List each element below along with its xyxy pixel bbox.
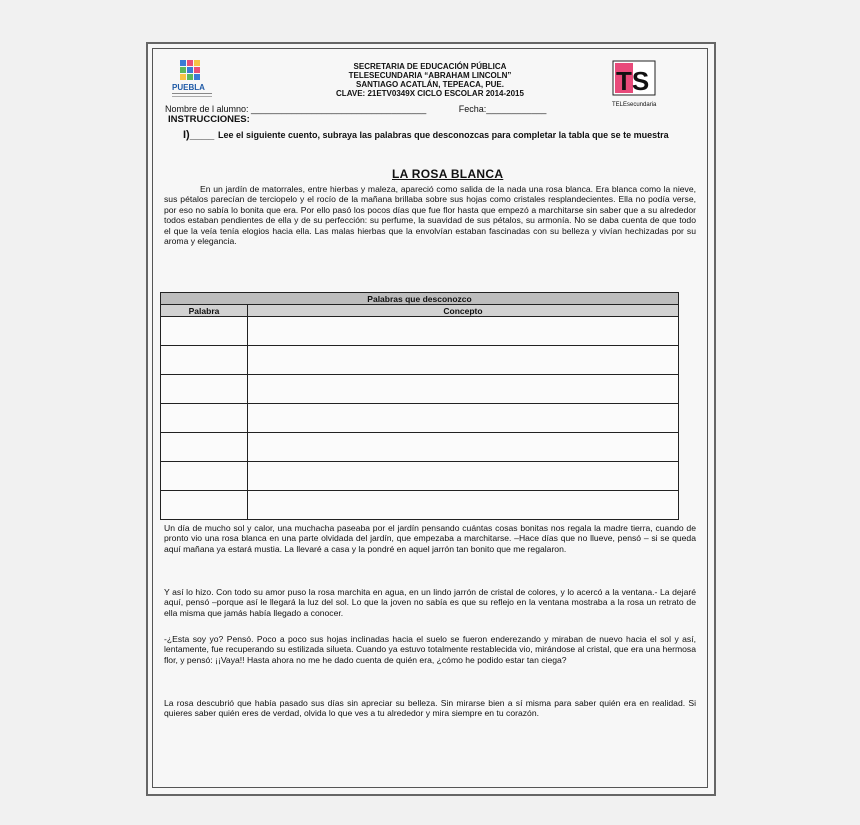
table-row — [161, 375, 679, 404]
table-row — [161, 433, 679, 462]
header-line-1: SECRETARIA DE EDUCACIÓN PÚBLICA — [353, 62, 507, 71]
word-cell[interactable] — [161, 404, 248, 433]
story-paragraph-5: La rosa descubrió que había pasado sus días sin apreciar su belleza. Sin mirarse bien a sí misma para saber quién era en realidad. Si quieres saber quién eres de verdad, olvida lo que ves a tu alrededor y mira siempre en tu corazón. — [164, 698, 696, 719]
task-number: I)____ — [183, 129, 215, 141]
date-label: Fecha:____________ — [458, 104, 547, 114]
column-header-word: Palabra — [161, 305, 248, 317]
story-paragraph-2: Un día de mucho sol y calor, una muchacha paseaba por el jardín pensando cuántas cosas bonitas nos regala la madre tierra, cuando de pronto vio una rosa blanca en una parte olvidada del jardín, que empezaba a marchitarse. –Hace días que no llueve, pensó – si se queda aquí mañana ya estará mustia. La llevaré a casa y la pondré en aquel jarrón tan bonito que me regalaron. — [164, 523, 696, 554]
svg-text:TS: TS — [616, 66, 650, 96]
story-paragraph-1: En un jardín de matorrales, entre hierbas y maleza, apareció como salida de la nada una rosa blanca. Era blanca como la nieve, sus pétalos parecían de terciopelo y el rocío de la mañana brillaba sobre sus hojas como cristales resplandecientes. Ella no podía verse, por eso no sabía lo bonita que era. Por ello pasó los pocos días que fue flor hasta que empezó a marchitarse sin saber que a su alrededor todos estaban pendientes de ella y de su perfección: su perfume, la suavidad de sus pétalos, su armonía. No se daba cuenta de que todo el que la veía tenía elogios hacia ella. Las malas hierbas que la envolvían estaban fascinadas con su belleza y vivían hechizadas por su aroma y elegancia. — [164, 184, 696, 247]
table-row — [161, 462, 679, 491]
word-cell[interactable] — [161, 346, 248, 375]
column-header-concept: Concepto — [248, 305, 679, 317]
table-caption: Palabras que desconozco — [161, 293, 679, 305]
header-line-4: CLAVE: 21ETV0349X CICLO ESCOLAR 2014-2015 — [336, 89, 524, 98]
concept-cell[interactable] — [248, 346, 679, 375]
story-title: LA ROSA BLANCA — [392, 167, 504, 181]
instructions-heading: INSTRUCCIONES: — [168, 114, 250, 125]
concept-cell[interactable] — [248, 462, 679, 491]
name-label: Nombre de l alumno: ___________________________________ — [165, 104, 427, 114]
header-line-2: TELESECUNDARIA “ABRAHAM LINCOLN” — [348, 71, 512, 80]
concept-cell[interactable] — [248, 491, 679, 520]
word-cell[interactable] — [161, 433, 248, 462]
story-paragraph-4: -¿Esta soy yo? Pensó. Poco a poco sus hojas inclinadas hacia el suelo se fueron enderezando y miraban de nuevo hacia el sol y así, lentamente, fue recuperando su estilizada silueta. Cuando ya estuvo totalmente restablecida vio, mirándose al cristal, que era una hermosa flor, y pensó: ¡¡Vaya!! Hasta ahora no me he dado cuenta de quién era, ¿cómo he podido estar tan ciega? — [164, 634, 696, 665]
vocabulary-table — [160, 292, 679, 520]
puebla-logo — [172, 60, 216, 100]
concept-cell[interactable] — [248, 317, 679, 346]
word-cell[interactable] — [161, 491, 248, 520]
word-cell[interactable] — [161, 375, 248, 404]
table-row — [161, 491, 679, 520]
word-cell[interactable] — [161, 317, 248, 346]
concept-cell[interactable] — [248, 433, 679, 462]
word-cell[interactable] — [161, 462, 248, 491]
telesecundaria-logo — [610, 60, 658, 108]
svg-text:PUEBLA: PUEBLA — [172, 83, 205, 92]
table-row — [161, 346, 679, 375]
table-row — [161, 404, 679, 433]
svg-text:TELEsecundaria: TELEsecundaria — [612, 102, 657, 108]
student-name-field[interactable] — [165, 104, 546, 114]
header-line-3: SANTIAGO ACATLÁN, TEPEACA, PUE. — [355, 80, 504, 89]
task-text: Lee el siguiente cuento, subraya las palabras que desconozcas para completar la tabla que se te muestra — [218, 130, 669, 140]
story-paragraph-3: Y así lo hizo. Con todo su amor puso la rosa marchita en agua, en un lindo jarrón de cristal de colores, y lo acercó a la ventana.- La dejaré aquí, pensó –porque así le llegará la luz del sol. Lo que la joven no sabía es que su reflejo en la ventana mostraba a la rosa un retrato de ella misma que jamás había llegado a conocer. — [164, 587, 696, 618]
concept-cell[interactable] — [248, 404, 679, 433]
concept-cell[interactable] — [248, 375, 679, 404]
table-row — [161, 317, 679, 346]
